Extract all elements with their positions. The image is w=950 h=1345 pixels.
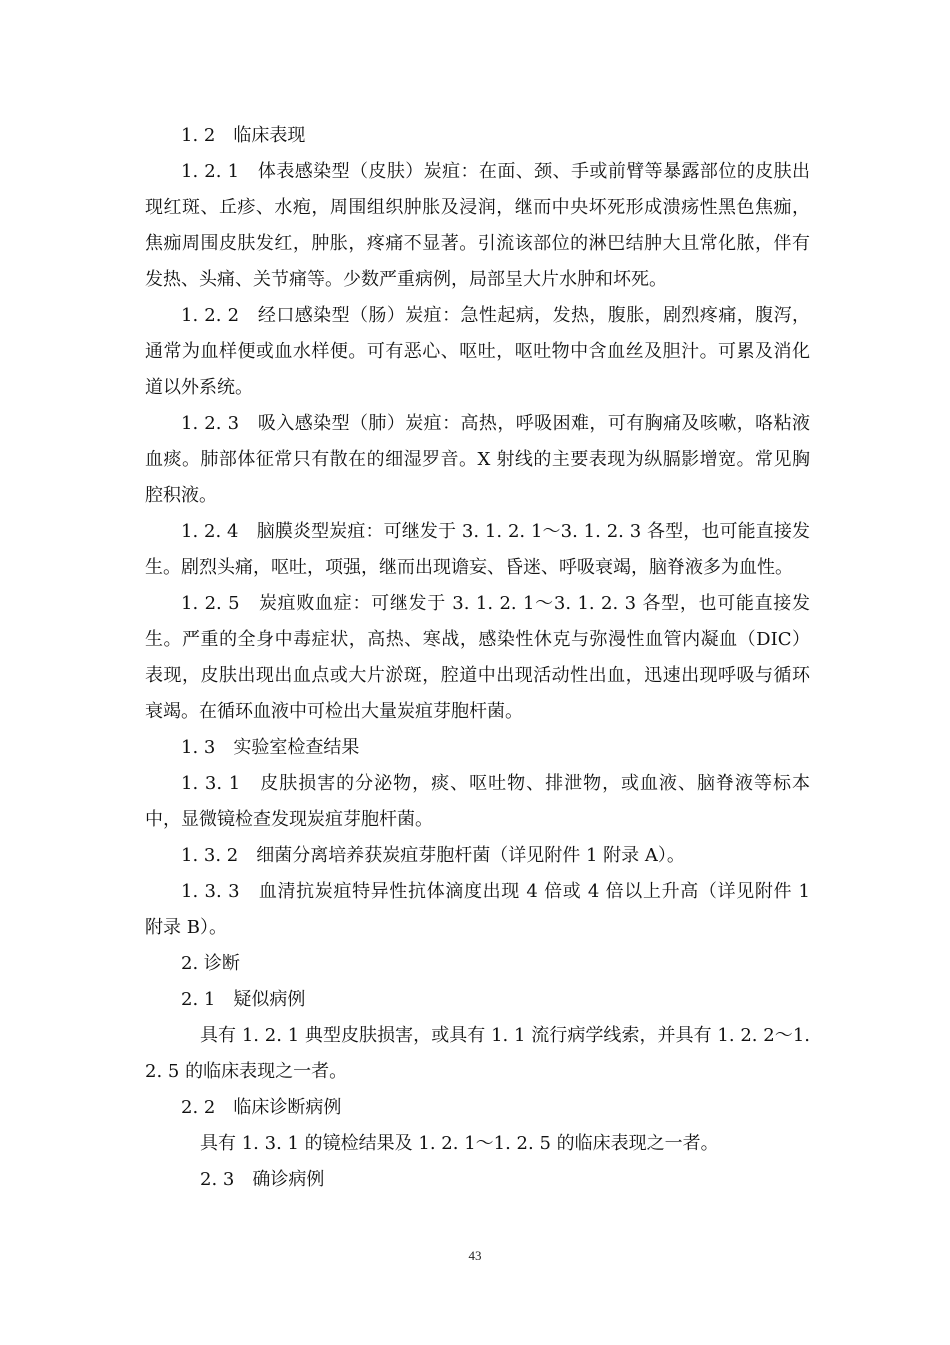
section-heading-2-1: 2. 1 疑似病例 bbox=[181, 989, 306, 1010]
page-number: 43 bbox=[468, 1248, 482, 1263]
paragraph-2-2: 具有 1. 3. 1 的镜检结果及 1. 2. 1～1. 2. 5 的临床表现之一者。 bbox=[200, 1133, 719, 1154]
paragraph-1-3-1: 1. 3. 1 皮肤损害的分泌物，痰、呕吐物、排泄物，或血液、脑脊液等标本中，显微镜检查发现炭疽芽胞杆菌。 bbox=[145, 773, 810, 830]
paragraph-1-2-1: 1. 2. 1 体表感染型（皮肤）炭疽：在面、颈、手或前臂等暴露部位的皮肤出现红斑、丘疹、水疱，周围组织肿胀及浸润，继而中央坏死形成溃疡性黑色焦痂，焦痂周围皮肤发红，肿胀，疼痛不显著。引流该部位的淋巴结肿大且常化脓，伴有发热、头痛、关节痛等。少数严重病例，局部呈大片水肿和坏死。 bbox=[145, 161, 810, 290]
section-heading-1-2: 1. 2 临床表现 bbox=[181, 125, 306, 146]
document-body bbox=[145, 118, 810, 1198]
section-heading-2-2: 2. 2 临床诊断病例 bbox=[181, 1097, 342, 1118]
paragraph-1-2-3: 1. 2. 3 吸入感染型（肺）炭疽：高热，呼吸困难，可有胸痛及咳嗽，咯粘液血痰。肺部体征常只有散在的细湿罗音。X 射线的主要表现为纵膈影增宽。常见胸腔积液。 bbox=[145, 413, 810, 506]
paragraph-2-1: 具有 1. 2. 1 典型皮肤损害，或具有 1. 1 流行病学线索，并具有 1. 2. 2～1. 2. 5 的临床表现之一者。 bbox=[145, 1025, 810, 1082]
paragraph-1-2-2: 1. 2. 2 经口感染型（肠）炭疽：急性起病，发热，腹胀，剧烈疼痛，腹泻，通常为血样便或血水样便。可有恶心、呕吐，呕吐物中含血丝及胆汁。可累及消化道以外系统。 bbox=[145, 305, 810, 398]
paragraph-1-2-5: 1. 2. 5 炭疽败血症：可继发于 3. 1. 2. 1～3. 1. 2. 3 各型，也可能直接发生。严重的全身中毒症状，高热、寒战，感染性休克与弥漫性血管内凝血（DIC）表现，皮肤出现出血点或大片淤斑，腔道中出现活动性出血，迅速出现呼吸与循环衰竭。在循环血液中可检出大量炭疽芽胞杆菌。 bbox=[145, 593, 810, 722]
section-heading-2-3: 2. 3 确诊病例 bbox=[200, 1169, 325, 1190]
paragraph-1-3-3: 1. 3. 3 血清抗炭疽特异性抗体滴度出现 4 倍或 4 倍以上升高（详见附件 1 附录 B）。 bbox=[145, 881, 810, 938]
paragraph-1-2-4: 1. 2. 4 脑膜炎型炭疽：可继发于 3. 1. 2. 1～3. 1. 2. 3 各型，也可能直接发生。剧烈头痛，呕吐，项强，继而出现谵妄、昏迷、呼吸衰竭，脑脊液多为血性。 bbox=[145, 521, 810, 578]
section-heading-2: 2. 诊断 bbox=[181, 953, 240, 974]
section-heading-1-3: 1. 3 实验室检查结果 bbox=[181, 737, 360, 758]
paragraph-1-3-2: 1. 3. 2 细菌分离培养获炭疽芽胞杆菌（详见附件 1 附录 A）。 bbox=[181, 845, 685, 866]
